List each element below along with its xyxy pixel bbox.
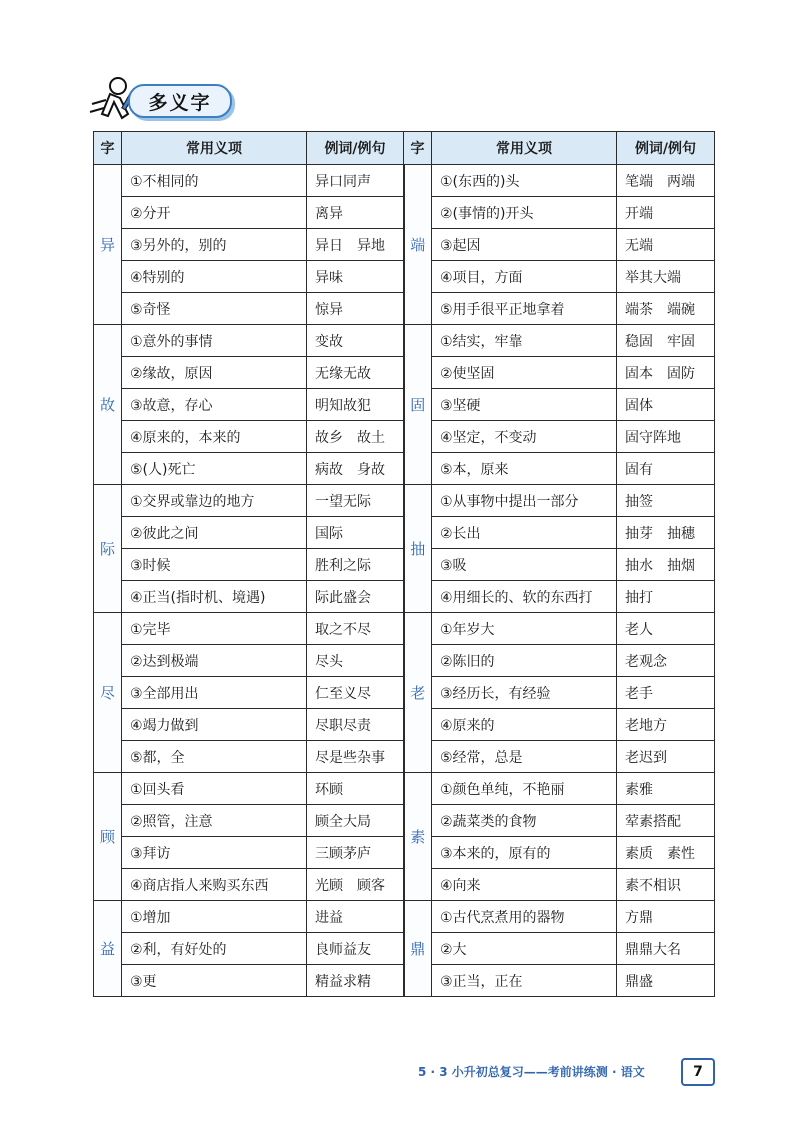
meaning-cell: ⑤(人)死亡 (122, 453, 307, 485)
meaning-cell: ①(东西的)头 (432, 165, 617, 197)
example-cell: 变故 (307, 325, 404, 357)
example-cell: 固本 固防 (617, 357, 715, 389)
meaning-cell: ④原来的，本来的 (122, 421, 307, 453)
example-cell: 一望无际 (307, 485, 404, 517)
table-row (94, 901, 715, 933)
example-cell: 抽打 (617, 581, 715, 613)
example-cell: 举其大端 (617, 261, 715, 293)
meaning-cell: ③故意，存心 (122, 389, 307, 421)
meaning-cell: ①增加 (122, 901, 307, 933)
headword-cell: 鼎 (404, 901, 432, 997)
example-cell: 稳固 牢固 (617, 325, 715, 357)
meaning-cell: ①年岁大 (432, 613, 617, 645)
meaning-cell: ④竭力做到 (122, 709, 307, 741)
example-cell: 方鼎 (617, 901, 715, 933)
meaning-cell: ④坚定，不变动 (432, 421, 617, 453)
meaning-cell: ③起因 (432, 229, 617, 261)
meaning-cell: ①颜色单纯，不艳丽 (432, 773, 617, 805)
meaning-cell: ④原来的 (432, 709, 617, 741)
example-cell: 精益求精 (307, 965, 404, 997)
meaning-cell: ④项目，方面 (432, 261, 617, 293)
meaning-cell: ③时候 (122, 549, 307, 581)
section-title: 多义字 (128, 84, 232, 118)
headword-cell: 固 (404, 325, 432, 485)
example-cell: 尽职尽责 (307, 709, 404, 741)
example-cell: 无缘无故 (307, 357, 404, 389)
table-row (94, 613, 715, 645)
headword-cell: 尽 (94, 613, 122, 773)
example-cell: 环顾 (307, 773, 404, 805)
col-header-example-right: 例词/例句 (617, 132, 715, 165)
example-cell: 三顾茅庐 (307, 837, 404, 869)
section-header (88, 74, 248, 124)
meaning-cell: ④向来 (432, 869, 617, 901)
table-row (94, 325, 715, 357)
col-header-meaning-right: 常用义项 (432, 132, 617, 165)
meaning-cell: ①意外的事情 (122, 325, 307, 357)
meaning-cell: ②分开 (122, 197, 307, 229)
meaning-cell: ②彼此之间 (122, 517, 307, 549)
headword-cell: 素 (404, 773, 432, 901)
meaning-cell: ③另外的，别的 (122, 229, 307, 261)
meaning-cell: ②长出 (432, 517, 617, 549)
example-cell: 老迟到 (617, 741, 715, 773)
meaning-cell: ①完毕 (122, 613, 307, 645)
example-cell: 抽芽 抽穗 (617, 517, 715, 549)
meaning-cell: ②(事情的)开头 (432, 197, 617, 229)
table-body (94, 165, 715, 997)
example-cell: 故乡 故土 (307, 421, 404, 453)
example-cell: 胜利之际 (307, 549, 404, 581)
meaning-cell: ③正当，正在 (432, 965, 617, 997)
headword-cell: 抽 (404, 485, 432, 613)
example-cell: 国际 (307, 517, 404, 549)
example-cell: 抽签 (617, 485, 715, 517)
meaning-cell: ②照管，注意 (122, 805, 307, 837)
example-cell: 病故 身故 (307, 453, 404, 485)
headword-cell: 老 (404, 613, 432, 773)
meaning-cell: ①不相同的 (122, 165, 307, 197)
example-cell: 际此盛会 (307, 581, 404, 613)
meaning-cell: ③更 (122, 965, 307, 997)
example-cell: 老人 (617, 613, 715, 645)
headword-cell: 际 (94, 485, 122, 613)
headword-cell: 异 (94, 165, 122, 325)
meaning-cell: ③坚硬 (432, 389, 617, 421)
headword-cell: 端 (404, 165, 432, 325)
meaning-cell: ⑤用手很平正地拿着 (432, 293, 617, 325)
example-cell: 素不相识 (617, 869, 715, 901)
example-cell: 进益 (307, 901, 404, 933)
example-cell: 荤素搭配 (617, 805, 715, 837)
example-cell: 惊异 (307, 293, 404, 325)
example-cell: 无端 (617, 229, 715, 261)
meaning-cell: ④用细长的、软的东西打 (432, 581, 617, 613)
meaning-cell: ②陈旧的 (432, 645, 617, 677)
meaning-cell: ④正当(指时机、境遇) (122, 581, 307, 613)
example-cell: 老观念 (617, 645, 715, 677)
example-cell: 异味 (307, 261, 404, 293)
meaning-cell: ②达到极端 (122, 645, 307, 677)
example-cell: 固体 (617, 389, 715, 421)
meaning-cell: ②缘故，原因 (122, 357, 307, 389)
meaning-cell: ②使坚固 (432, 357, 617, 389)
example-cell: 取之不尽 (307, 613, 404, 645)
example-cell: 鼎鼎大名 (617, 933, 715, 965)
example-cell: 顾全大局 (307, 805, 404, 837)
meaning-cell: ③吸 (432, 549, 617, 581)
col-header-char-left: 字 (94, 132, 122, 165)
col-header-meaning-left: 常用义项 (122, 132, 307, 165)
col-header-example-left: 例词/例句 (307, 132, 404, 165)
headword-cell: 顾 (94, 773, 122, 901)
meaning-cell: ⑤奇怪 (122, 293, 307, 325)
meaning-cell: ①交界或靠边的地方 (122, 485, 307, 517)
example-cell: 明知故犯 (307, 389, 404, 421)
example-cell: 固有 (617, 453, 715, 485)
meaning-cell: ①结实，牢靠 (432, 325, 617, 357)
example-cell: 素雅 (617, 773, 715, 805)
headword-cell: 故 (94, 325, 122, 485)
example-cell: 老地方 (617, 709, 715, 741)
example-cell: 鼎盛 (617, 965, 715, 997)
meaning-cell: ①从事物中提出一部分 (432, 485, 617, 517)
meaning-cell: ①古代烹煮用的器物 (432, 901, 617, 933)
example-cell: 异日 异地 (307, 229, 404, 261)
example-cell: 笔端 两端 (617, 165, 715, 197)
headword-cell: 益 (94, 901, 122, 997)
example-cell: 尽头 (307, 645, 404, 677)
meaning-cell: ③全部用出 (122, 677, 307, 709)
example-cell: 异口同声 (307, 165, 404, 197)
table-row (94, 485, 715, 517)
meaning-cell: ②利，有好处的 (122, 933, 307, 965)
meaning-cell: ③经历长，有经验 (432, 677, 617, 709)
meaning-cell: ②大 (432, 933, 617, 965)
example-cell: 端茶 端碗 (617, 293, 715, 325)
example-cell: 光顾 顾客 (307, 869, 404, 901)
meaning-cell: ①回头看 (122, 773, 307, 805)
example-cell: 老手 (617, 677, 715, 709)
example-cell: 离异 (307, 197, 404, 229)
meaning-cell: ⑤经常，总是 (432, 741, 617, 773)
example-cell: 抽水 抽烟 (617, 549, 715, 581)
example-cell: 开端 (617, 197, 715, 229)
page-number: 7 (681, 1058, 715, 1086)
meaning-cell: ③拜访 (122, 837, 307, 869)
table-row (94, 773, 715, 805)
meaning-cell: ③本来的，原有的 (432, 837, 617, 869)
example-cell: 尽是些杂事 (307, 741, 404, 773)
col-header-char-right: 字 (404, 132, 432, 165)
meaning-cell: ②蔬菜类的食物 (432, 805, 617, 837)
table-row (94, 165, 715, 197)
meaning-cell: ④商店指人来购买东西 (122, 869, 307, 901)
example-cell: 仁至义尽 (307, 677, 404, 709)
polysemy-table (93, 131, 715, 997)
table-header-row (94, 132, 715, 165)
meaning-cell: ⑤本，原来 (432, 453, 617, 485)
meaning-cell: ④特别的 (122, 261, 307, 293)
example-cell: 良师益友 (307, 933, 404, 965)
meaning-cell: ⑤都，全 (122, 741, 307, 773)
footer-series-title: 5 · 3 小升初总复习——考前讲练测 · 语文 (418, 1065, 645, 1079)
example-cell: 素质 素性 (617, 837, 715, 869)
example-cell: 固守阵地 (617, 421, 715, 453)
